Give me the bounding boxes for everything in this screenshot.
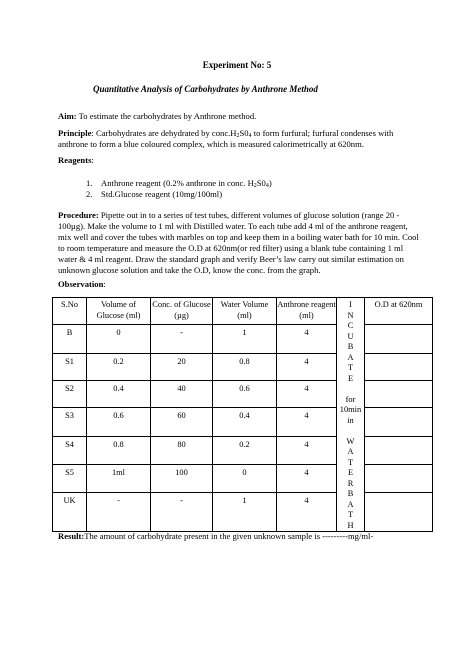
reagent-item [86,178,448,189]
table-cell: 20 [151,353,213,380]
reagent-sub-2: 4 [265,183,269,189]
observation-label: Observation [58,279,104,289]
table-cell: S3 [53,408,87,436]
table-row [53,465,433,493]
observation-heading [58,279,420,290]
table-cell: 0.8 [213,353,277,380]
table-cell: 1ml [87,465,151,493]
reagents-label: Reagents [58,155,92,165]
incubate-line: H [347,520,354,530]
table-cell: 0.2 [213,436,277,464]
incubate-line: A [347,352,354,362]
table-cell [365,408,433,436]
observation-table [52,297,433,532]
table-header-row [53,298,433,325]
reagent-text: Std.Glucose reagent (10mg/100ml) [101,189,223,199]
incubate-cell [337,298,365,532]
table-row [53,408,433,436]
principle-sub-1: 2 [236,133,240,139]
observation-colon: : [103,279,106,289]
table-row [53,493,433,532]
principle-text-b: S0 [239,128,249,138]
table-cell [365,353,433,380]
table-cell: 0.2 [87,353,151,380]
table-row [53,353,433,380]
incubate-line: B [347,342,354,351]
table-cell: S2 [53,381,87,408]
incubate-line: C [347,321,354,330]
incubate-line: R [347,478,354,488]
aim-section [58,111,420,122]
table-cell: 4 [277,493,337,532]
table-cell: B [53,325,87,353]
reagents-list [86,178,448,200]
incubate-line: E [347,373,354,383]
table-row [53,436,433,464]
table-cell: 0.4 [213,408,277,436]
table-cell [365,325,433,353]
header-cell: Conc. of Glucose (µg) [151,298,213,325]
table-cell: S4 [53,436,87,464]
header-cell: O.D at 620nm [365,298,433,325]
table-cell: 0.4 [87,381,151,408]
table-cell [365,493,433,532]
aim-text: To estimate the carbohydrates by Anthrone method. [76,111,257,121]
incubate-line: B [347,489,354,498]
incubate-line: T [347,457,354,467]
reagents-heading [58,155,420,166]
table-cell [365,381,433,408]
reagent-text-b: S0 [256,178,266,188]
table-cell: S1 [53,353,87,380]
experiment-title: Experiment No: 5 [202,60,272,70]
incubate-line: N [347,310,354,320]
table-cell: 4 [277,408,337,436]
incubate-line: T [347,510,354,519]
principle-label: Principle [58,128,92,138]
table-cell: 80 [151,436,213,464]
incubate-line: I [349,300,352,309]
incubate-line: W [346,436,355,446]
table-cell: - [151,493,213,532]
incubate-line [337,384,364,395]
table-cell: 0 [213,465,277,493]
table-cell: 100 [151,465,213,493]
table-cell: UK [53,493,87,532]
table-cell: 1 [213,325,277,353]
result-text: The amount of carbohydrate present in the given unknown sample is ---------mg/ml- [84,531,374,541]
table-cell: 0 [87,325,151,353]
table-cell: 40 [151,381,213,408]
procedure-section [58,210,420,276]
incubate-line: U [347,331,354,341]
header-cell: Volume of Glucose (ml) [87,298,151,325]
table-row [53,325,433,353]
experiment-subtitle: Quantitative Analysis of Carbohydrates by Anthrone Method [93,84,318,94]
incubate-line: for [345,394,356,404]
header-cell: Water Volume (ml) [213,298,277,325]
table-row [53,381,433,408]
table-cell: 0.8 [87,436,151,464]
table-cell [365,465,433,493]
table-cell: 4 [277,465,337,493]
procedure-label: Procedure: [58,210,99,220]
reagent-number: 2. [86,189,93,199]
table-cell: 0.6 [87,408,151,436]
incubate-line [337,426,364,437]
incubate-line: E [347,468,354,477]
table-cell: 4 [277,325,337,353]
table-cell: S5 [53,465,87,493]
table-cell [365,436,433,464]
table-cell: - [151,325,213,353]
table-cell: 4 [277,353,337,380]
principle-text-a: : Carbohydrates are dehydrated by conc.H [91,128,237,138]
reagent-sub-1: 2 [253,183,257,189]
aim-label: Aim: [58,111,77,121]
table-cell: 0.6 [213,381,277,408]
reagents-colon: : [91,155,94,165]
reagent-item [86,189,448,200]
table-cell: 60 [151,408,213,436]
procedure-text: Pipette out in to a series of test tubes, different volumes of glucose solution (range 20 - 100µg). Make the volume to 1 ml with Distilled water. To each tube add 4 ml of the anthrone reagent, mix well and cover the tubes with marbles on top and keep them in a boiling water bath for 10 min. Cool to room temperature and measure the O.D at 620nm(or red filter) using a blank tube containing 1 ml water & 4 ml reagent. Draw the standard graph and verify Beer’s law carry out similar estimation on unknown glucose solution and take the O.D, know the conc. from the graph. [58,210,419,275]
principle-text-c: to form furfural; furfural condenses with anthrone to form a blue coloured complex, which is measured calorimetrically at 620nm. [58,128,394,149]
table-cell: 1 [213,493,277,532]
reagent-text: Anthrone reagent (0.2% anthrone in conc. H [101,178,254,188]
incubate-line: A [347,499,354,509]
principle-section [58,128,420,150]
table-cell: - [87,493,151,532]
incubate-line: 10min [339,405,362,414]
incubate-line: A [347,447,354,456]
reagent-number: 1. [86,178,93,188]
result-label: Result: [58,531,85,541]
header-cell: Anthrone reagent (ml) [277,298,337,325]
principle-sub-2: 4 [248,133,252,139]
table-cell: 4 [277,436,337,464]
table-cell: 4 [277,381,337,408]
header-cell: S.No [53,298,87,325]
incubate-line: T [347,363,354,372]
reagent-text-c: ) [268,178,272,188]
incubate-line: in [347,415,354,425]
result-section [58,531,420,542]
